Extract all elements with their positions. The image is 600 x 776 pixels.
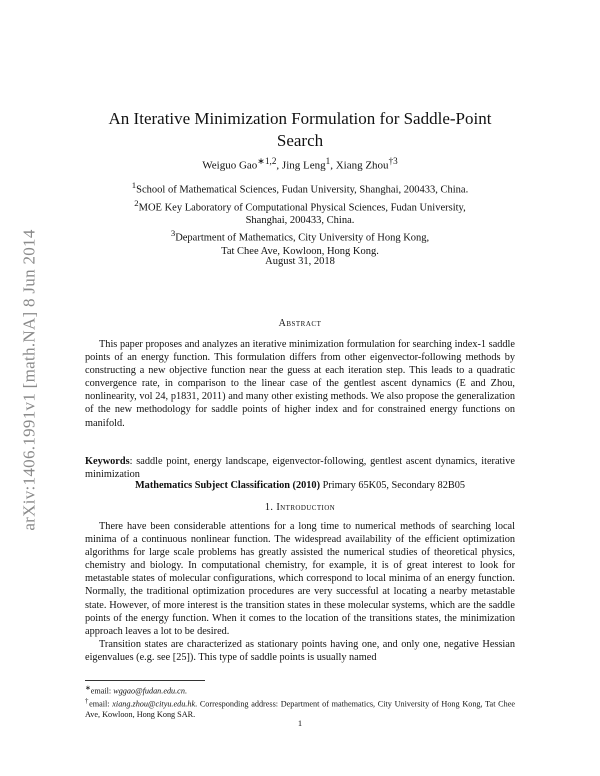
affiliation-2: $^2$MOE Key Laboratory of Computational Physical Sciences, Fudan University, — [134, 197, 466, 213]
footnote-1: ∗email: wggao@fudan.edu.cn. — [85, 685, 187, 696]
paper-title: An Iterative Minimization Formulation for Saddle-Point Search — [108, 109, 492, 150]
author-superscript: †3 — [388, 156, 398, 166]
affiliation-3-cont: Tat Chee Ave, Kowloon, Hong Kong. — [221, 245, 379, 257]
page-number: 1 — [297, 718, 303, 728]
footnote-email[interactable]: xiang.zhou@cityu.edu.hk — [112, 699, 196, 709]
affiliation-2-cont: Shanghai, 200433, China. — [245, 215, 355, 226]
keywords — [85, 455, 515, 481]
author-line: Weiguo Gao$^{∗1,2}$, Jing Leng$^1$, Xiang Zhou$^{\dagger 3}$ — [202, 156, 398, 172]
section-heading: 1. Introduction — [264, 502, 336, 513]
msc-label: Mathematics Subject Classification (2010) — [134, 480, 321, 491]
abstract-heading: Abstract — [278, 318, 322, 329]
affiliations — [85, 179, 515, 258]
footnote-email[interactable]: wggao@fudan.edu.cn — [113, 686, 185, 696]
author-name: Xiang Zhou — [335, 159, 389, 172]
author-superscript: 1 — [325, 156, 331, 166]
arxiv-stamp — [18, 200, 42, 560]
keywords-list: : saddle point, energy landscape, eigenvector-following, gentlest ascent dynamics, iterative minimization — [85, 456, 515, 480]
author-name: Jing Leng — [281, 159, 326, 172]
affiliation-3: $^3$Department of Mathematics, City University of Hong Kong, — [170, 228, 430, 244]
arxiv-identifier: arXiv:1406.1991v1 [math.NA] 8 Jun 2014 — [20, 229, 40, 531]
author-name: Weiguo Gao — [202, 159, 258, 172]
footnote-2: †email: xiang.zhou@cityu.edu.hk. Corresponding address: Department of mathematics, City University of Hong Kong, Tat Chee Ave, Kowloon, Hong Kong SAR. — [85, 698, 516, 720]
keywords-label: Keywords — [85, 456, 130, 467]
footnotes — [85, 684, 515, 721]
paper-date: August 31, 2018 — [265, 256, 335, 267]
affiliation-1: $^1$School of Mathematical Sciences, Fudan University, Shanghai, 200433, China. — [131, 180, 469, 196]
paragraph: There have been considerable attentions for a long time to numerical methods of searching local minima of a continuous nonlinear function. The widespread availability of the efficient optimization algorithms for large scale problems has greatly assisted the numerical studies of theoretical physics, chemistry and biology. In computational chemistry, for example, it is of great interest to look for metastable states of molecular configurations, which correspond to local minima of an energy function. Normally, the traditional optimization procedures are very successful at locating a nearby metastable state. However, of more interest is the transition states in these molecular systems, which are the saddle points of the energy function. When it comes to the location of the transitions states, the minimization approach leaves a lot to be desired. — [85, 521, 515, 637]
abstract-text: This paper proposes and analyzes an iterative minimization formulation for searching index-1 saddle points of an energy function. This formulation differs from other eigenvector-following methods by constructing a new objective function near the guess at each iteration step. This leads to a quadratic convergence rate, in comparison to the linear case of the gentlest ascent dynamics (E and Zhou, nonlinearity, vol 24, p1831, 2011) and many other existing methods. We also propose the generalization of the new methodology for saddle points of higher index and for constrained energy functions on manifold. — [85, 339, 515, 429]
msc-codes: Primary 65K05, Secondary 82B05 — [320, 480, 466, 491]
msc-classification — [85, 480, 515, 491]
paragraph: Transition states are characterized as stationary points having one, and only one, negative Hessian eigenvalues (e.g. see [25]). This type of saddle points is usually named — [85, 638, 515, 663]
footnote-rule — [85, 680, 205, 681]
author-superscript: ∗1,2 — [257, 156, 277, 166]
body-text — [85, 520, 515, 664]
